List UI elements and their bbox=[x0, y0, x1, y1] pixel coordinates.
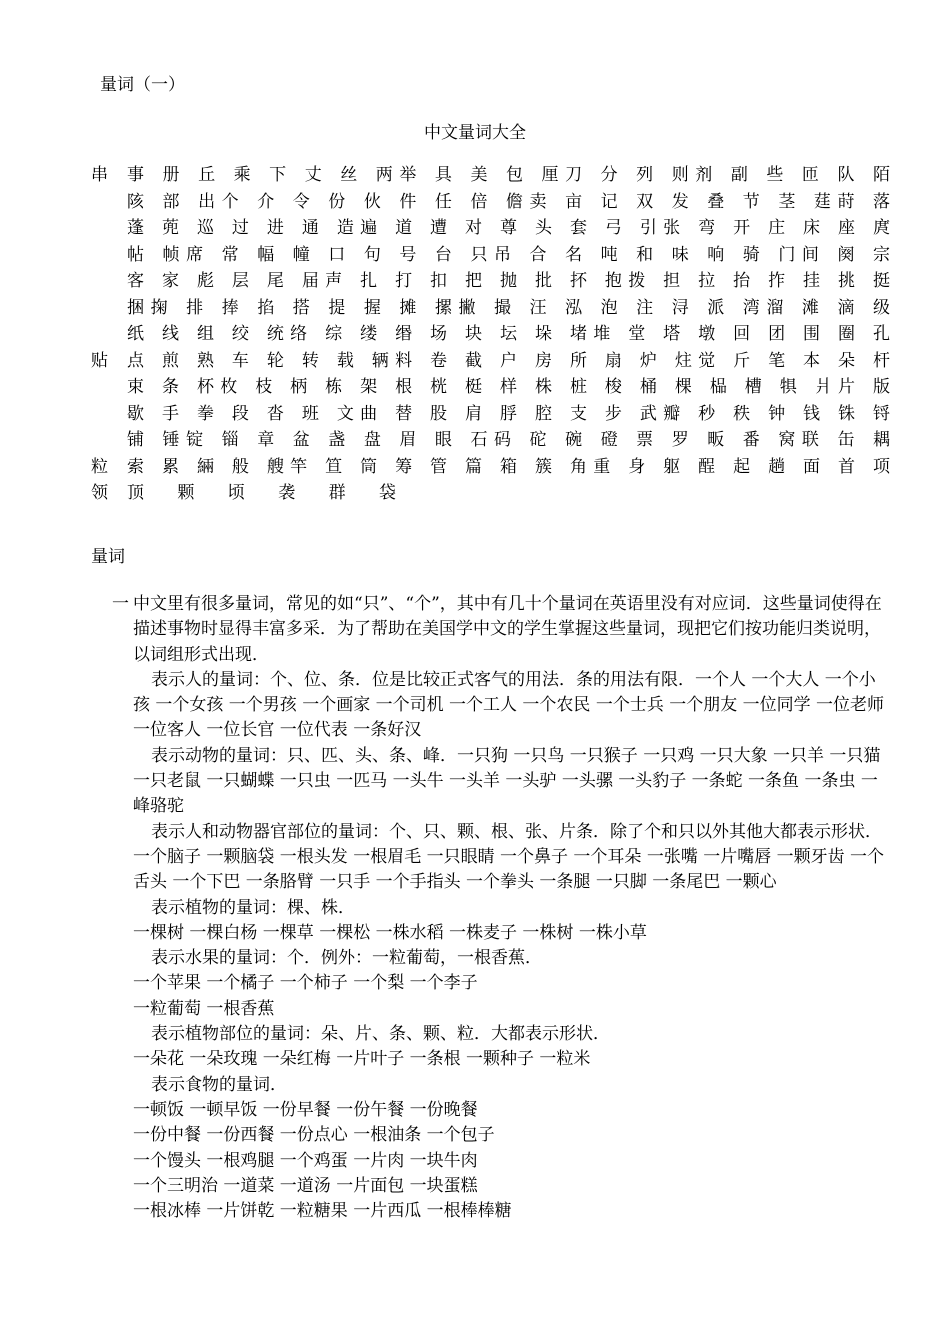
char-list-text: 蓬 蔸 巡 过 进 通 造遍 道 遭 对 尊 头 套 弓 引张 弯 开 庄 床 座 庹 bbox=[127, 218, 891, 238]
char-list-text: 帖 帧席 常 幅 幢 口 句 号 台 只吊 合 名 吨 和 味 响 骑 门间 阕 宗 bbox=[127, 244, 891, 265]
char-list-lead bbox=[91, 215, 127, 242]
section-heading: 量词 bbox=[91, 547, 125, 567]
char-list-text: 歇 手 拳 段 沓 班 文曲 替 股 肩 脬 腔 支 步 武瓣 秒 秩 钟 钱 铢 锊 bbox=[127, 403, 891, 424]
char-list-row bbox=[91, 374, 891, 401]
paragraph: 中文里有很多量词，常见的如“只”、“个”，其中有几十个量词在英语里没有对应词．这些量词使得在描述事物时显得丰富多采．为了帮助在美国学中文的学生掌握这些量词，现把它们按功能归类说明，以词组形式出现． bbox=[133, 594, 882, 665]
document-heading: 量词（一） bbox=[100, 75, 185, 95]
paragraph: 表示植物的量词：棵、株． bbox=[151, 897, 355, 918]
char-list-text: 顶 颗 顷 袭 群 袋 bbox=[127, 483, 411, 503]
char-list-text: 事 册 丘 乘 下 丈 丝 两举 具 美 包 厘刀 分 列 则剂 副 些 匝 队 陌 bbox=[127, 165, 891, 185]
char-list-row bbox=[91, 189, 891, 216]
char-list-text: 客 家 彪 层 尾 届声 扎 打 扣 把 抛 批 抔 抱拨 担 拉 抬 拃 挂 挑 挺 bbox=[127, 271, 891, 291]
char-list-lead: 串 bbox=[91, 165, 108, 185]
char-list-text: 铺 锤锭 锱 章 盆 盏 盘 眉 眼 石码 砣 碗 磴 票 罗 畈 番 窝联 缶 耦 bbox=[127, 430, 891, 450]
char-list-lead bbox=[91, 295, 127, 322]
paragraph: 表示人和动物器官部位的量词：个、只、颗、根、张、片条．除了个和只以外其他大都表示形状． bbox=[151, 821, 882, 842]
char-list-row bbox=[91, 162, 891, 189]
paragraph: 表示植物部位的量词：朵、片、条、颗、粒．大都表示形状． bbox=[151, 1024, 610, 1045]
char-list-row bbox=[91, 454, 891, 481]
paragraph: 一个三明治 一道菜 一道汤 一片面包 一块蛋糕 bbox=[133, 1175, 478, 1196]
char-list-row bbox=[91, 348, 891, 375]
paragraph: 表示动物的量词：只、匹、头、条、峰．一只狗 一只鸟 一只猴子 一只鸡 一只大象 一只羊 一只猫 一只老鼠 一只蝴蝶 一只虫 一匹马 一头牛 一头羊 一头驴 一头骡 一头豹子 一条蛇 一条鱼 一条虫 一峰骆驼 bbox=[133, 745, 881, 817]
paragraph: 一粒葡萄 一根香蕉 bbox=[133, 998, 275, 1019]
char-list-row bbox=[91, 215, 891, 242]
char-list-row bbox=[91, 427, 891, 454]
measure-word-character-list bbox=[91, 162, 891, 507]
char-list-text: 捆掬 排 捧 掐 搭 提 握 摊 摞撇 撮 汪 泓 泡 注 浔 派 湾溜 滩 滴 级 bbox=[127, 297, 891, 318]
paragraph: 一份中餐 一份西餐 一份点心 一根油条 一个包子 bbox=[133, 1125, 495, 1146]
char-list-text: 点 煎 熟 车 轮 转 载 辆料 卷 截 户 房 所 扇 炉 炷觉 斤 笔 本 朵 杆 bbox=[127, 350, 891, 371]
char-list-text: 束 条 杯枚 枝 柄 栋 架 根 桄 梃 样 株 桩 梭 桶 棵 榀 槽 犋 爿片 版 bbox=[127, 377, 891, 397]
char-list-lead: 粒 bbox=[91, 456, 108, 477]
char-list-row bbox=[91, 268, 891, 295]
char-list-text: 纸 线 组 绞 统络 综 缕 缗 场 块 坛 垛 堵堆 堂 塔 墩 回 团 围 圈 孔 bbox=[127, 324, 891, 344]
paragraph: 表示水果的量词：个．例外：一粒葡萄，一根香蕉． bbox=[151, 948, 542, 969]
section-body bbox=[91, 592, 886, 1224]
char-list-text: 索 累 緉 般 艘竿 笪 筒 筹 管 篇 箱 簇 角重 身 躯 酲 起 趟 面 首 项 bbox=[127, 456, 891, 477]
paragraph: 表示食物的量词． bbox=[151, 1074, 287, 1095]
char-list-lead bbox=[91, 427, 127, 454]
document-title: 中文量词大全 bbox=[424, 123, 526, 143]
char-list-lead bbox=[91, 401, 127, 428]
section-one bbox=[91, 592, 886, 1224]
paragraph: 一根冰棒 一片饼乾 一粒糖果 一片西瓜 一根棒棒糖 bbox=[133, 1201, 512, 1222]
char-list-lead: 贴 bbox=[91, 350, 108, 371]
paragraph: 一个脑子 一颗脑袋 一根头发 一根眉毛 一只眼睛 一个鼻子 一个耳朵 一张嘴 一片嘴唇 一颗牙齿 一个舌头 一个下巴 一条胳臂 一只手 一个手指头 一个拳头 一条腿 一只脚 一条尾巴 一颗心 bbox=[133, 846, 885, 893]
char-list-lead bbox=[91, 242, 127, 269]
char-list-lead bbox=[91, 374, 127, 401]
paragraph: 一棵树 一棵白杨 一棵草 一棵松 一株水稻 一株麦子 一株树 一株小草 bbox=[133, 922, 647, 943]
paragraph: 一个馒头 一根鸡腿 一个鸡蛋 一片肉 一块牛肉 bbox=[133, 1150, 478, 1171]
char-list-row bbox=[91, 295, 891, 322]
char-list-row bbox=[91, 401, 891, 428]
char-list-lead bbox=[91, 321, 127, 348]
char-list-row bbox=[91, 321, 891, 348]
char-list-lead bbox=[91, 189, 127, 216]
paragraph: 表示人的量词：个、位、条．位是比较正式客气的用法．条的用法有限．一个人 一个大人 一个小孩 一个女孩 一个男孩 一个画家 一个司机 一个工人 一个农民 一个士兵 一个朋友 一位同学 一位老师 一位客人 一位长官 一位代表 一条好汉 bbox=[133, 669, 885, 741]
paragraph: 一朵花 一朵玫瑰 一朵红梅 一片叶子 一条根 一颗种子 一粒米 bbox=[133, 1049, 591, 1070]
section-number: 一 bbox=[112, 594, 129, 614]
char-list-row bbox=[91, 480, 891, 507]
paragraph: 一顿饭 一顿早饭 一份早餐 一份午餐 一份晚餐 bbox=[133, 1099, 478, 1120]
char-list-lead bbox=[91, 268, 127, 295]
char-list-row bbox=[91, 242, 891, 269]
paragraph: 一个苹果 一个橘子 一个柿子 一个梨 一个李子 bbox=[133, 973, 478, 994]
char-list-lead: 领 bbox=[91, 483, 108, 503]
char-list-text: 陔 部 出个 介 令 份 伙 件 任 倍 儋卖 亩 记 双 发 叠 节 茎 莛莳 落 bbox=[127, 191, 891, 212]
